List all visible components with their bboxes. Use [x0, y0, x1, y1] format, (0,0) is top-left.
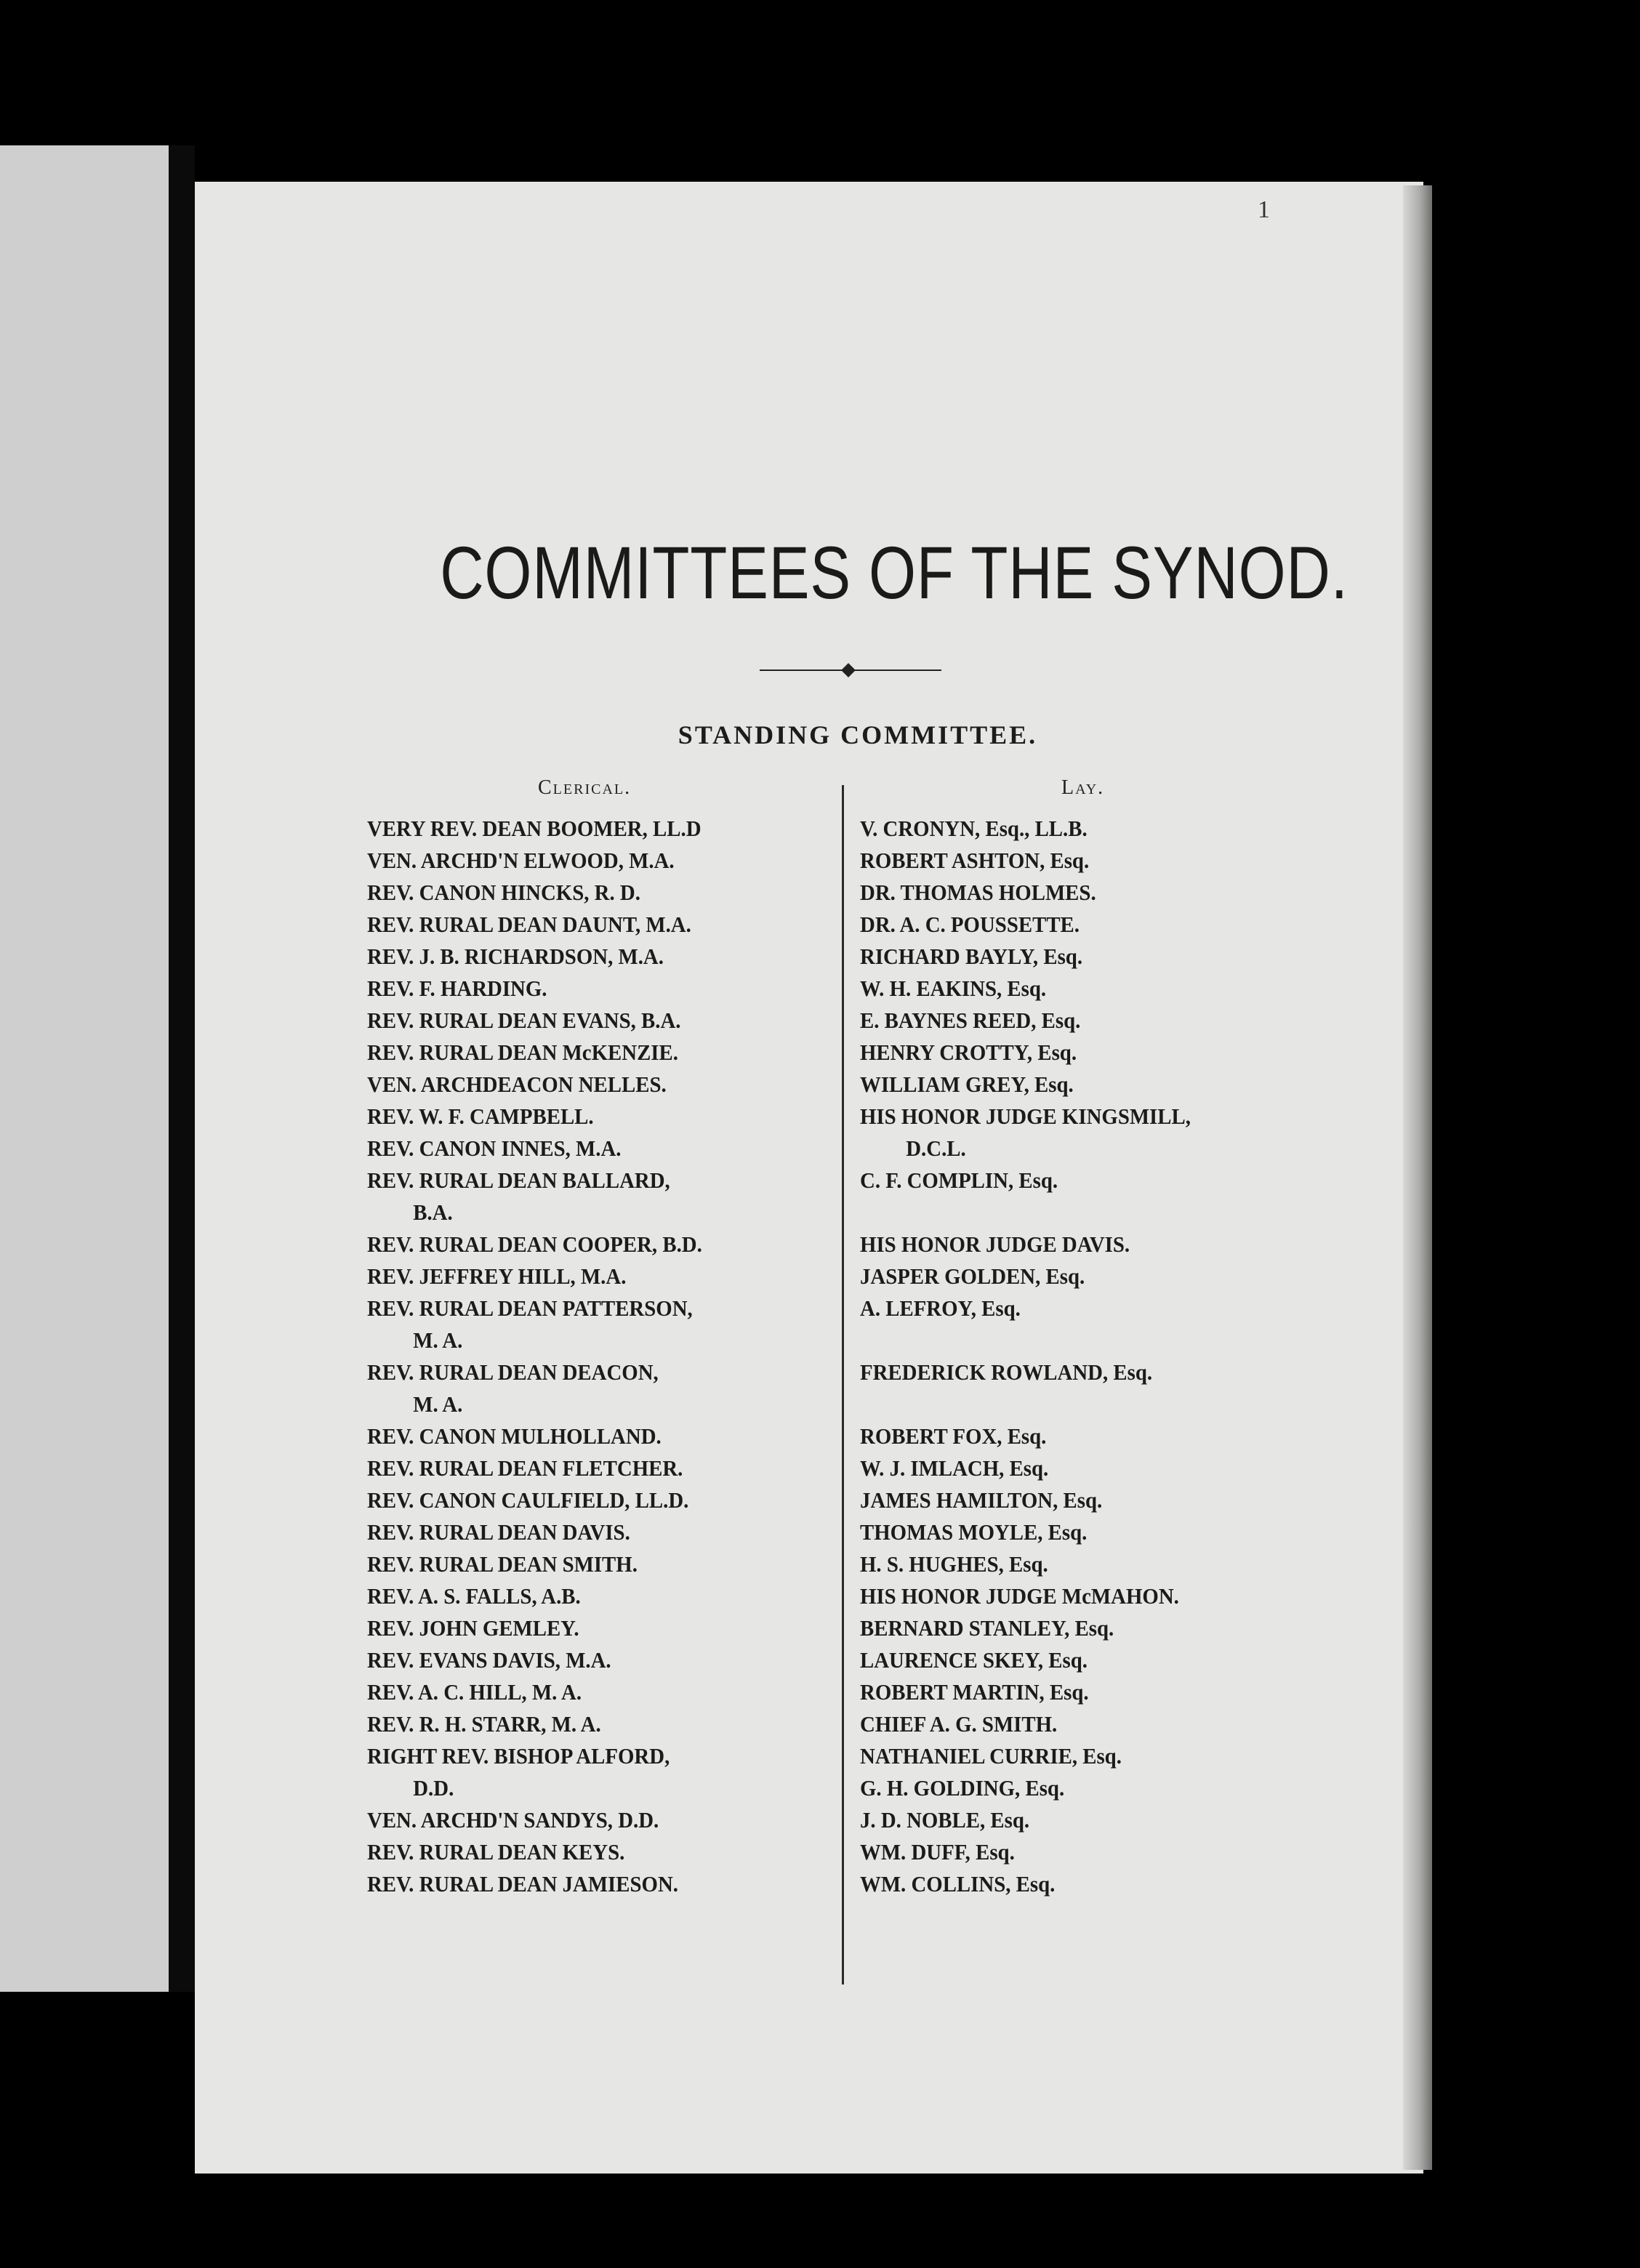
committee-member-entry: H. S. HUGHES, Esq.: [860, 1551, 1048, 1577]
committee-member-entry: WM. DUFF, Esq.: [860, 1839, 1015, 1865]
committee-member-entry: REV. CANON INNES, M.A.: [367, 1135, 622, 1161]
committee-member-entry: M. A.: [413, 1391, 463, 1417]
committee-member-entry: WM. COLLINS, Esq.: [860, 1871, 1056, 1897]
committee-member-entry: DR. THOMAS HOLMES.: [860, 880, 1096, 905]
committee-member-entry: JAMES HAMILTON, Esq.: [860, 1487, 1103, 1513]
committee-member-entry: BERNARD STANLEY, Esq.: [860, 1615, 1114, 1641]
committee-member-entry: HENRY CROTTY, Esq.: [860, 1040, 1077, 1065]
title-ornament: [760, 667, 941, 673]
committee-member-entry: G. H. GOLDING, Esq.: [860, 1775, 1065, 1801]
committee-member-entry: REV. RURAL DEAN JAMIESON.: [367, 1871, 678, 1897]
committee-member-entry: JASPER GOLDEN, Esq.: [860, 1263, 1085, 1289]
committee-member-entry: FREDERICK ROWLAND, Esq.: [860, 1359, 1153, 1385]
committee-member-entry: RICHARD BAYLY, Esq.: [860, 944, 1083, 969]
committee-member-entry: REV. CANON CAULFIELD, LL.D.: [367, 1487, 689, 1513]
committee-member-entry: W. J. IMLACH, Esq.: [860, 1455, 1049, 1481]
committee-member-entry: REV. RURAL DEAN KEYS.: [367, 1839, 625, 1865]
committee-member-entry: WILLIAM GREY, Esq.: [860, 1071, 1074, 1097]
lay-column-header: Lay.: [1061, 776, 1105, 799]
committee-member-entry: REV. RURAL DEAN BALLARD,: [367, 1167, 670, 1193]
committee-member-entry: REV. RURAL DEAN DEACON,: [367, 1359, 659, 1385]
lay-members-list: [860, 813, 1383, 1900]
committee-member-entry: VEN. ARCHD'N ELWOOD, M.A.: [367, 848, 675, 873]
committee-member-entry: C. F. COMPLIN, Esq.: [860, 1167, 1058, 1193]
committee-member-entry: DR. A. C. POUSSETTE.: [860, 912, 1080, 937]
committee-member-entry: D.D.: [413, 1775, 454, 1801]
committee-member-entry: LAURENCE SKEY, Esq.: [860, 1647, 1088, 1673]
committee-member-entry: REV. RURAL DEAN SMITH.: [367, 1551, 638, 1577]
committee-member-entry: W. H. EAKINS, Esq.: [860, 976, 1047, 1001]
committee-member-entry: REV. CANON HINCKS, R. D.: [367, 880, 640, 905]
committee-member-entry: CHIEF A. G. SMITH.: [860, 1711, 1058, 1737]
clerical-members-list: [367, 813, 840, 1900]
committee-member-entry: ROBERT ASHTON, Esq.: [860, 848, 1090, 873]
committee-member-entry: VEN. ARCHDEACON NELLES.: [367, 1071, 667, 1097]
committee-member-entry: REV. RURAL DEAN McKENZIE.: [367, 1040, 678, 1065]
committee-member-entry: REV. RURAL DEAN COOPER, B.D.: [367, 1231, 702, 1257]
committee-member-entry: HIS HONOR JUDGE McMAHON.: [860, 1583, 1179, 1609]
committee-member-entry: [860, 1197, 1347, 1228]
committee-member-entry: REV. J. B. RICHARDSON, M.A.: [367, 944, 664, 969]
committee-member-entry: J. D. NOBLE, Esq.: [860, 1807, 1030, 1833]
committee-member-entry: THOMAS MOYLE, Esq.: [860, 1519, 1088, 1545]
committee-member-entry: D.C.L.: [906, 1135, 966, 1161]
committee-member-entry: HIS HONOR JUDGE KINGSMILL,: [860, 1103, 1191, 1129]
book-gutter: [169, 145, 195, 1992]
column-divider: [842, 785, 844, 1984]
committee-member-entry: REV. RURAL DEAN DAVIS.: [367, 1519, 630, 1545]
committee-member-entry: A. LEFROY, Esq.: [860, 1295, 1021, 1321]
committee-member-entry: REV. CANON MULHOLLAND.: [367, 1423, 662, 1449]
section-subtitle: STANDING COMMITTEE.: [678, 720, 1038, 749]
page-edge-shadow: [1403, 185, 1432, 2170]
committee-member-entry: REV. F. HARDING.: [367, 976, 547, 1001]
committee-member-entry: M. A.: [413, 1327, 463, 1353]
committee-member-entry: E. BAYNES REED, Esq.: [860, 1008, 1081, 1033]
committee-member-entry: REV. A. S. FALLS, A.B.: [367, 1583, 581, 1609]
committee-member-entry: ROBERT MARTIN, Esq.: [860, 1679, 1089, 1705]
committee-member-entry: REV. RURAL DEAN PATTERSON,: [367, 1295, 693, 1321]
clerical-column-header: Clerical.: [538, 776, 632, 799]
committee-member-entry: VERY REV. DEAN BOOMER, LL.D: [367, 816, 702, 841]
committee-member-entry: [860, 1324, 1347, 1356]
committee-member-entry: REV. RURAL DEAN FLETCHER.: [367, 1455, 683, 1481]
committee-member-entry: B.A.: [413, 1199, 453, 1225]
committee-member-entry: REV. JOHN GEMLEY.: [367, 1615, 579, 1641]
committee-member-entry: VEN. ARCHD'N SANDYS, D.D.: [367, 1807, 659, 1833]
page-folio: 1: [1258, 196, 1270, 223]
committee-member-entry: ROBERT FOX, Esq.: [860, 1423, 1047, 1449]
committee-member-entry: REV. W. F. CAMPBELL.: [367, 1103, 594, 1129]
page-title: COMMITTEES OF THE SYNOD.: [440, 531, 1348, 614]
committee-member-entry: REV. EVANS DAVIS, M.A.: [367, 1647, 611, 1673]
committee-member-entry: REV. RURAL DEAN EVANS, B.A.: [367, 1008, 681, 1033]
committee-member-entry: V. CRONYN, Esq., LL.B.: [860, 816, 1088, 841]
committee-member-entry: REV. RURAL DEAN DAUNT, M.A.: [367, 912, 691, 937]
facing-page-edge: [0, 145, 169, 1992]
committee-member-entry: NATHANIEL CURRIE, Esq.: [860, 1743, 1122, 1769]
committee-member-entry: REV. R. H. STARR, M. A.: [367, 1711, 601, 1737]
committee-member-entry: REV. A. C. HILL, M. A.: [367, 1679, 582, 1705]
committee-member-entry: HIS HONOR JUDGE DAVIS.: [860, 1231, 1130, 1257]
committee-member-entry: REV. JEFFREY HILL, M.A.: [367, 1263, 627, 1289]
committee-member-entry: [860, 1388, 1347, 1420]
committee-member-entry: RIGHT REV. BISHOP ALFORD,: [367, 1743, 670, 1769]
